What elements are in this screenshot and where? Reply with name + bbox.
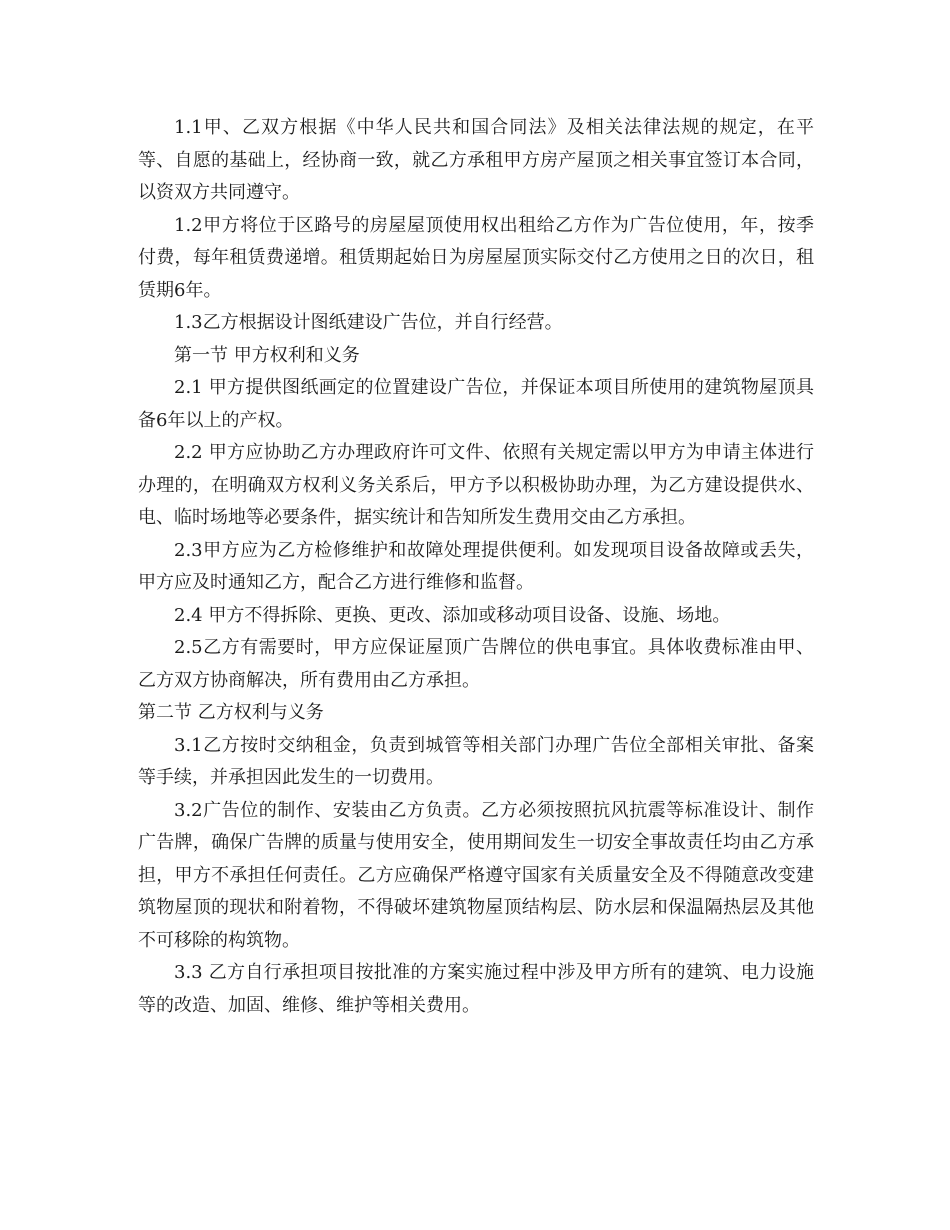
clause-2-3: 2.3甲方应为乙方检修维护和故障处理提供便利。如发现项目设备故障或丢失，甲方应及时通知乙方，配合乙方进行维修和监督。 [138,539,814,593]
contract-body [138,112,814,1022]
clause-2-5: 2.5乙方有需要时，甲方应保证屋顶广告牌位的供电事宜。具体收费标准由甲、乙方双方协商解决，所有费用由乙方承担。 [138,637,814,691]
clause-3-1: 3.1乙方按时交纳租金，负责到城管等相关部门办理广告位全部相关审批、备案等手续，并承担因此发生的一切费用。 [138,734,814,788]
clause-1-3: 1.3乙方根据设计图纸建设广告位，并自行经营。 [174,312,563,333]
clause-2-4: 2.4 甲方不得拆除、更换、更改、添加或移动项目设备、设施、场地。 [174,604,731,626]
clause-1-1: 1.1甲、乙双方根据《中华人民共和国合同法》及相关法律法规的规定，在平等、自愿的基础上，经协商一致，就乙方承租甲方房产屋顶之相关事宜签订本合同，以资双方共同遵守。 [138,117,814,203]
clause-2-1: 2.1 甲方提供图纸画定的位置建设广告位，并保证本项目所使用的建筑物屋顶具备6年以上的产权。 [138,377,814,431]
clause-1-2: 1.2甲方将位于区路号的房屋屋顶使用权出租给乙方作为广告位使用，年，按季付费，每年租赁费递增。租赁期起始日为房屋屋顶实际交付乙方使用之日的次日，租赁期6年。 [138,214,814,301]
section-heading-1: 第一节 甲方权利和义务 [174,344,360,366]
clause-2-2: 2.2 甲方应协助乙方办理政府许可文件、依照有关规定需以甲方为申请主体进行办理的，在明确双方权利义务关系后，甲方予以积极协助办理，为乙方建设提供水、电、临时场地等必要条件，据实统计和告知所发生费用交由乙方承担。 [138,442,814,528]
section-heading-2: 第二节 乙方权利与义务 [138,702,324,723]
clause-3-3: 3.3 乙方自行承担项目按批准的方案实施过程中涉及甲方所有的建筑、电力设施等的改造、加固、维修、维护等相关费用。 [138,962,814,1016]
clause-3-2: 3.2广告位的制作、安装由乙方负责。乙方必须按照抗风抗震等标准设计、制作广告牌，确保广告牌的质量与使用安全，使用期间发生一切安全事故责任均由乙方承担，甲方不承担任何责任。乙方应确保严格遵守国家有关质量安全及不得随意改变建筑物屋顶的现状和附着物，不得破坏建筑物屋顶结构层、防水层和保温隔热层及其他不可移除的构筑物。 [138,799,814,951]
